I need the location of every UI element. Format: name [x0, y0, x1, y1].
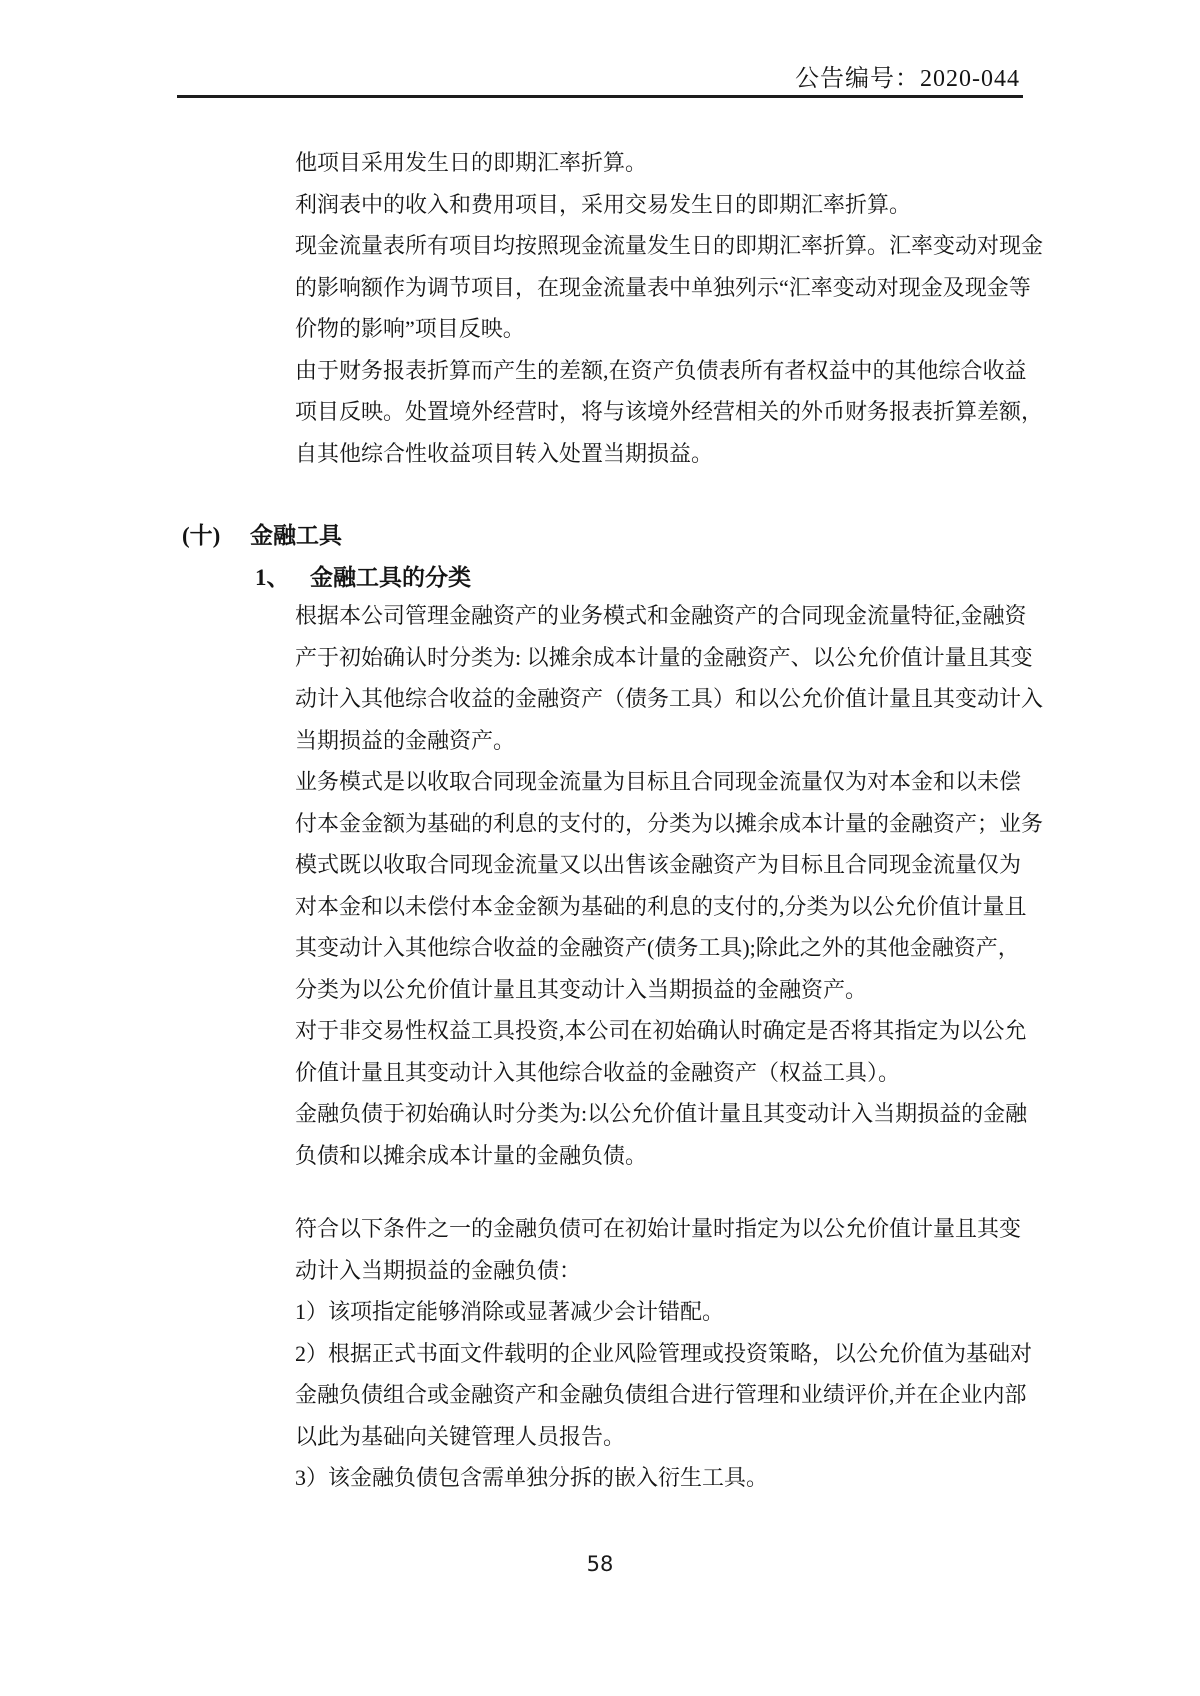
text-line: 1）该项指定能够消除或显著减少会计错配。 [295, 1299, 725, 1324]
text-line: 负债和以摊余成本计量的金融负债。 [295, 1142, 648, 1168]
text-line: 的影响额作为调节项目，在现金流量表中单独列示“汇率变动对现金及现金等 [295, 274, 1031, 300]
page-number: 58 [586, 1552, 614, 1576]
text-line: 对于非交易性权益工具投资,本公司在初始确认时确定是否将其指定为以公允 [295, 1018, 1027, 1043]
subsection-title: 金融工具的分类 [310, 565, 471, 590]
section-title: 金融工具 [250, 523, 342, 548]
section-marker: (十) [182, 523, 221, 548]
announcement-number: 公告编号：2020-044 [795, 66, 1020, 92]
text-line: 动计入当期损益的金融负债： [295, 1257, 582, 1283]
text-line: 自其他综合性收益项目转入处置当期损益。 [295, 440, 714, 466]
header-rule [177, 95, 1023, 98]
text-line: 其变动计入其他综合收益的金融资产(债务工具);除此之外的其他金融资产， [295, 935, 1020, 960]
text-line: 模式既以收取合同现金流量又以出售该金融资产为目标且合同现金流量仅为 [295, 852, 1022, 877]
conditions-paragraphs [295, 1208, 1037, 1499]
text-line: 产于初始确认时分类为: 以摊余成本计量的金融资产、以公允价值计量且其变 [295, 644, 1033, 670]
text-line: 金融负债于初始确认时分类为:以公允价值计量且其变动计入当期损益的金融 [295, 1101, 1028, 1126]
subsection-marker: 1、 [255, 565, 290, 590]
text-line: 他项目采用发生日的即期汇率折算。 [295, 150, 648, 175]
text-line: 利润表中的收入和费用项目，采用交易发生日的即期汇率折算。 [295, 191, 912, 217]
text-line: 价物的影响”项目反映。 [295, 316, 525, 341]
text-line: 业务模式是以收取合同现金流量为目标且合同现金流量仅为对本金和以未偿 [295, 769, 1022, 794]
intro-paragraphs [295, 142, 1044, 474]
text-line: 付本金金额为基础的利息的支付的，分类为以摊余成本计量的金融资产；业务 [295, 810, 1044, 836]
text-line: 以此为基础向关键管理人员报告。 [295, 1423, 626, 1449]
text-line: 动计入其他综合收益的金融资产（债务工具）和以公允价值计量且其变动计入 [295, 686, 1044, 711]
text-line: 由于财务报表折算而产生的差额,在资产负债表所有者权益中的其他综合收益 [295, 357, 1027, 383]
text-line: 2）根据正式书面文件载明的企业风险管理或投资策略，以公允价值为基础对 [295, 1340, 1033, 1366]
text-line: 3）该金融负债包含需单独分拆的嵌入衍生工具。 [295, 1465, 769, 1490]
text-line: 对本金和以未偿付本金金额为基础的利息的支付的,分类为以公允价值计量且 [295, 893, 1027, 919]
text-line: 现金流量表所有项目均按照现金流量发生日的即期汇率折算。汇率变动对现金 [295, 233, 1044, 258]
text-line: 价值计量且其变动计入其他综合收益的金融资产（权益工具）。 [295, 1059, 901, 1085]
text-line: 金融负债组合或金融资产和金融负债组合进行管理和业绩评价,并在企业内部 [295, 1382, 1027, 1407]
text-line: 当期损益的金融资产。 [295, 727, 516, 753]
text-line: 项目反映。处置境外经营时，将与该境外经营相关的外币财务报表折算差额， [295, 399, 1044, 424]
subsection-heading [255, 557, 471, 599]
text-line: 根据本公司管理金融资产的业务模式和金融资产的合同现金流量特征,金融资 [295, 603, 1027, 628]
classification-paragraphs [295, 595, 1044, 1176]
section-heading [182, 515, 342, 557]
text-line: 分类为以公允价值计量且其变动计入当期损益的金融资产。 [295, 976, 868, 1002]
text-line: 符合以下条件之一的金融负债可在初始计量时指定为以公允价值计量且其变 [295, 1216, 1022, 1241]
